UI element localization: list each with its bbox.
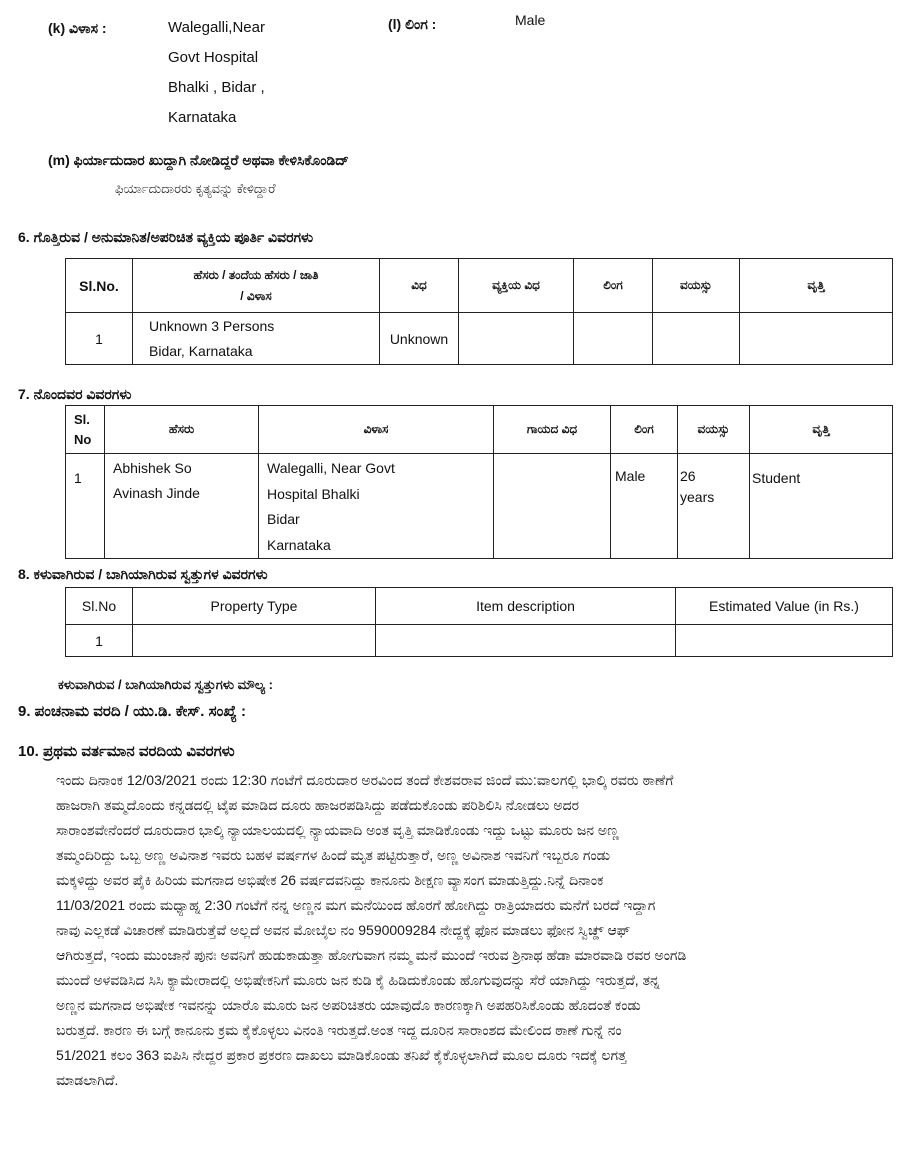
col-header: ವಯಸ್ಸು (653, 259, 740, 313)
property-table (65, 587, 893, 657)
section-6-title: 6. ಗೊತ್ತಿರುವ / ಅನುಮಾನಿತ/ಅಪರಿಚಿತ ವ್ಯಕ್ತಿಯ ಪೂರ್ತಿ ವಿವರಗಳು (18, 229, 314, 245)
col-header: ವೃತ್ತಿ (740, 259, 893, 313)
cell-place-line: Bidar, Karnataka (149, 342, 253, 359)
col-header-line: No (74, 431, 92, 447)
narrative-line: ಆಗಿರುತ್ತದೆ, ಇಂದು ಮುಂಜಾನೆ ಪುನಃ ಅವನಿಗೆ ಹುಡುಕಾಡುತ್ತಾ ಹೋಗುವಾಗ ನಮ್ಮ ಮನೆ ಮುಂದೆ ಇರುವ ಶ್ರಿನಾಥ ಹೆಡಾ ಮಾರವಾಡಿ ರವರ ಅಂಗಡಿ (56, 947, 687, 963)
cell-empty (459, 313, 574, 365)
field-k-address (168, 13, 265, 133)
table-header-row (66, 588, 893, 625)
field-m-label: (m) ಫಿರ್ಯಾದುದಾರ ಖುದ್ದಾಗಿ ನೋಡಿದ್ದರೆ ಅಥವಾ ಕೇಳಿಸಿಕೊಂಡಿದ್ (48, 152, 349, 168)
cell-age (678, 454, 750, 559)
section-8-title: 8. ಕಳುವಾಗಿರುವ / ಬಾಗಿಯಾಗಿರುವ ಸ್ವತ್ತುಗಳ ವಿವರಗಳು (18, 566, 268, 582)
field-l-label: (l) ಲಿಂಗ : (388, 16, 437, 32)
cell-empty (740, 313, 893, 365)
cell-empty (494, 454, 611, 559)
address-line: Govt Hospital (168, 49, 259, 66)
table-header-row (66, 406, 893, 454)
cell-sl: 1 (66, 313, 133, 365)
address-line: Karnataka (168, 109, 237, 126)
table-header-row (66, 259, 893, 313)
narrative-line: ಮಕ್ಕಳಿದ್ದು ಅವರ ಪೈಕಿ ಹಿರಿಯ ಮಗನಾದ ಅಭಿಷೇಕ 26 ವರ್ಷದವನಿದ್ದು ಕಾನೂನು ಶೀಕ್ಷಣ ವ್ಯಾಸಂಗ ಮಾಡುತ್ತಿದ್ದು.ನಿನ್ನೆ ದಿನಾಂಕ (56, 872, 604, 888)
narrative-line: ಅಣ್ಣನ ಮಗನಾದ ಅಭಿಷೇಕ ಇವನನ್ನು ಯಾರೊ ಮೂರು ಜನ ಅಪರಿಚಿತರು ಯಾವುದೊ ಕಾರಣಕ್ಕಾಗಿ ಅಪಹರಿಸಿಕೊಂಡು ಹೊದಂತೆ ಕಂಡು (56, 997, 641, 1013)
narrative-line: ಮಾಡಲಾಗಿದೆ. (56, 1072, 119, 1088)
cell-name (133, 313, 380, 365)
address-line: Bhalki , Bidar , (168, 79, 265, 96)
victim-table (65, 405, 893, 559)
address-line: Walegalli,Near (168, 19, 265, 36)
cell-address-line: Hospital Bhalki (267, 485, 360, 502)
col-header: Sl.No. (66, 259, 133, 313)
cell-age-line: 26 (680, 468, 696, 484)
cell-address-line: Walegalli, Near Govt (267, 460, 395, 476)
col-header-line: ಹೆಸರು / ತಂದೆಯ ಹೆಸರು / ಜಾತಿ (193, 267, 319, 282)
cell-occupation: Student (750, 454, 893, 559)
col-header: Property Type (133, 588, 376, 625)
cell-sl: 1 (66, 625, 133, 657)
col-header (133, 259, 380, 313)
field-k-label: (k) ವಿಳಾಸ : (48, 20, 107, 36)
col-header-line: Sl. (74, 411, 90, 427)
narrative-line: 51/2021 ಕಲಂ 363 ಐಪಿಸಿ ನೇದ್ದರ ಪ್ರಕಾರ ಪ್ರಕರಣ ದಾಖಲು ಮಾಡಿಕೊಂಡು ತನಿಖೆ ಕೈಕೊಳ್ಳಲಾಗಿದೆ ಮೂಲ ದೂರು ಇದಕ್ಕೆ ಲಗತ್ತ (56, 1047, 627, 1063)
cell-empty (653, 313, 740, 365)
cell-address-line: Bidar (267, 511, 300, 527)
cell-age-line: years (680, 489, 715, 505)
fir-narrative (56, 768, 856, 1093)
cell-gender: Male (611, 454, 678, 559)
col-header: Sl.No (66, 588, 133, 625)
accused-table (65, 258, 893, 365)
cell-type: Unknown (380, 313, 459, 365)
narrative-line: ತಮ್ಮಂದಿರಿದ್ದು ಒಬ್ಬ ಅಣ್ಣ ಅವಿನಾಶ ಇವರು ಬಹಳ ವರ್ಷಗಳ ಹಿಂದೆ ಮೃತ ಪಟ್ಟಿರುತ್ತಾರೆ, ಅಣ್ಣ ಅವಿನಾಶ ಇವನಿಗೆ ಇಬ್ಬರೂ ಗಂಡು (56, 847, 611, 863)
section-10-title: 10. ಪ್ರಥಮ ವರ್ತಮಾನ ವರದಿಯ ವಿವರಗಳು (18, 743, 235, 760)
field-l-value: Male (515, 12, 546, 28)
cell-empty (574, 313, 653, 365)
col-header: ವೃತ್ತಿ (750, 406, 893, 454)
col-header: ವ್ಯಕ್ತಿಯ ವಿಧ (459, 259, 574, 313)
narrative-line: ನಾವು ಎಲ್ಲಕಡೆ ವಿಚಾರಣೆ ಮಾಡಿರುತ್ತೆವೆ ಅಲ್ಲದೆ ಅವನ ಮೋಬೈಲ ನಂ 9590009284 ನೇದ್ದಕ್ಕೆ ಫೊನ ಮಾಡಲು ಫೋನ ಸ್ವಿಚ್ಡ್ ಆಫ್ (56, 922, 631, 938)
narrative-line: ಹಾಜರಾಗಿ ತಮ್ಮದೊಂದು ಕನ್ನಡದಲ್ಲಿ ಟೈಪ ಮಾಡಿದ ದೂರು ಹಾಜರಪಡಿಸಿದ್ದು ಪಡೆದುಕೊಂಡು ಪರಿಶಿಲಿಸಿ ನೋಡಲು ಅದರ (56, 797, 580, 813)
narrative-line: ಸಾರಾಂಶವೇನೆಂದರೆ ದೂರುದಾರ ಭಾಲ್ಕಿ ನ್ಯಾಯಾಲಯದಲ್ಲಿ ನ್ಯಾಯವಾದಿ ಅಂತ ವೃತ್ತಿ ಮಾಡಿಕೊಂಡು ಇದ್ದು ಒಟ್ಟು ಮೂರು ಜನ ಅಣ್ಣ (56, 822, 620, 838)
cell-name-line: Unknown 3 Persons (149, 317, 275, 334)
table-row (66, 454, 893, 559)
col-header: ವಿಧ (380, 259, 459, 313)
table-row (66, 313, 893, 365)
cell-name (105, 454, 259, 559)
col-header: ಲಿಂಗ (611, 406, 678, 454)
narrative-line: ಮುಂದೆ ಅಳವಡಿಸಿದ ಸಿಸಿ ಕ್ಯಾಮೇರಾದಲ್ಲಿ ಅಭಿಷೇಕನಿಗೆ ಮೂರು ಜನ ಕುಡಿ ಕೈ ಹಿಡಿದುಕೊಂಡು ಹೊಗುವುದನ್ನು ಸೆರೆ ಯಾಗಿದ್ದು ಇರುತ್ತದೆ, ತನ್ನ (56, 972, 660, 988)
cell-empty (133, 625, 376, 657)
narrative-line: ಇಂದು ದಿನಾಂಕ 12/03/2021 ರಂದು 12:30 ಗಂಟೆಗೆ ದೂರುದಾರ ಅರವಿಂದ ತಂದೆ ಕೇಶವರಾವ ಜಿಂದೆ ಮು:ವಾಲಗಲ್ಲಿ ಭಾಲ್ಕಿ ರವರು ಠಾಣೆಗೆ (56, 772, 674, 788)
cell-address (259, 454, 494, 559)
col-header: ವಯಸ್ಸು (678, 406, 750, 454)
col-header-line: / ವಿಳಾಸ (240, 288, 272, 303)
cell-address-line: Karnataka (267, 536, 331, 553)
col-header: ವಿಳಾಸ (259, 406, 494, 454)
property-value-label: ಕಳುವಾಗಿರುವ / ಬಾಗಿಯಾಗಿರುವ ಸ್ವತ್ತುಗಳು ಮೌಲ್ಯ : (58, 677, 274, 692)
col-header: Item description (376, 588, 676, 625)
cell-name-line: Avinash Jinde (113, 485, 200, 501)
cell-name-line: Abhishek So (113, 460, 192, 476)
section-7-title: 7. ನೊಂದವರ ವಿವರಗಳು (18, 386, 132, 402)
col-header (66, 406, 105, 454)
section-9-title: 9. ಪಂಚನಾಮ ವರದಿ / ಯು.ಡಿ. ಕೇಸ್. ಸಂಖ್ಯೆ : (18, 703, 246, 720)
col-header: Estimated Value (in Rs.) (676, 588, 893, 625)
table-row (66, 625, 893, 657)
col-header: ಗಾಯದ ವಿಧ (494, 406, 611, 454)
cell-empty (376, 625, 676, 657)
cell-sl: 1 (66, 454, 105, 559)
narrative-line: ಬರುತ್ತದೆ. ಕಾರಣ ಈ ಬಗ್ಗೆ ಕಾನೂನು ಕ್ರಮ ಕೈಕೊಳ್ಳಲು ವಿನಂತಿ ಇರುತ್ತದೆ.ಅಂತ ಇದ್ದ ದೂರಿನ ಸಾರಾಂಶದ ಮೇಲಿಂದ ಠಾಣೆ ಗುನ್ನೆ ನಂ (56, 1022, 622, 1038)
col-header: ಹೆಸರು (105, 406, 259, 454)
field-m-value: ಫಿರ್ಯಾದುದಾರರು ಕೃತ್ಯವನ್ನು ಕೇಳಿದ್ದಾರೆ (115, 181, 276, 196)
narrative-line: 11/03/2021 ರಂದು ಮಧ್ಯಾಹ್ನ 2:30 ಗಂಟೆಗೆ ನನ್ನ ಅಣ್ಣನ ಮಗ ಮನೆಯಿಂದ ಹೊರಗೆ ಹೋಗಿದ್ದು ರಾತ್ರಿಯಾದರು ಮನೆಗೆ ಬರದೆ ಇದ್ದಾಗ (56, 897, 656, 913)
col-header: ಲಿಂಗ (574, 259, 653, 313)
cell-empty (676, 625, 893, 657)
